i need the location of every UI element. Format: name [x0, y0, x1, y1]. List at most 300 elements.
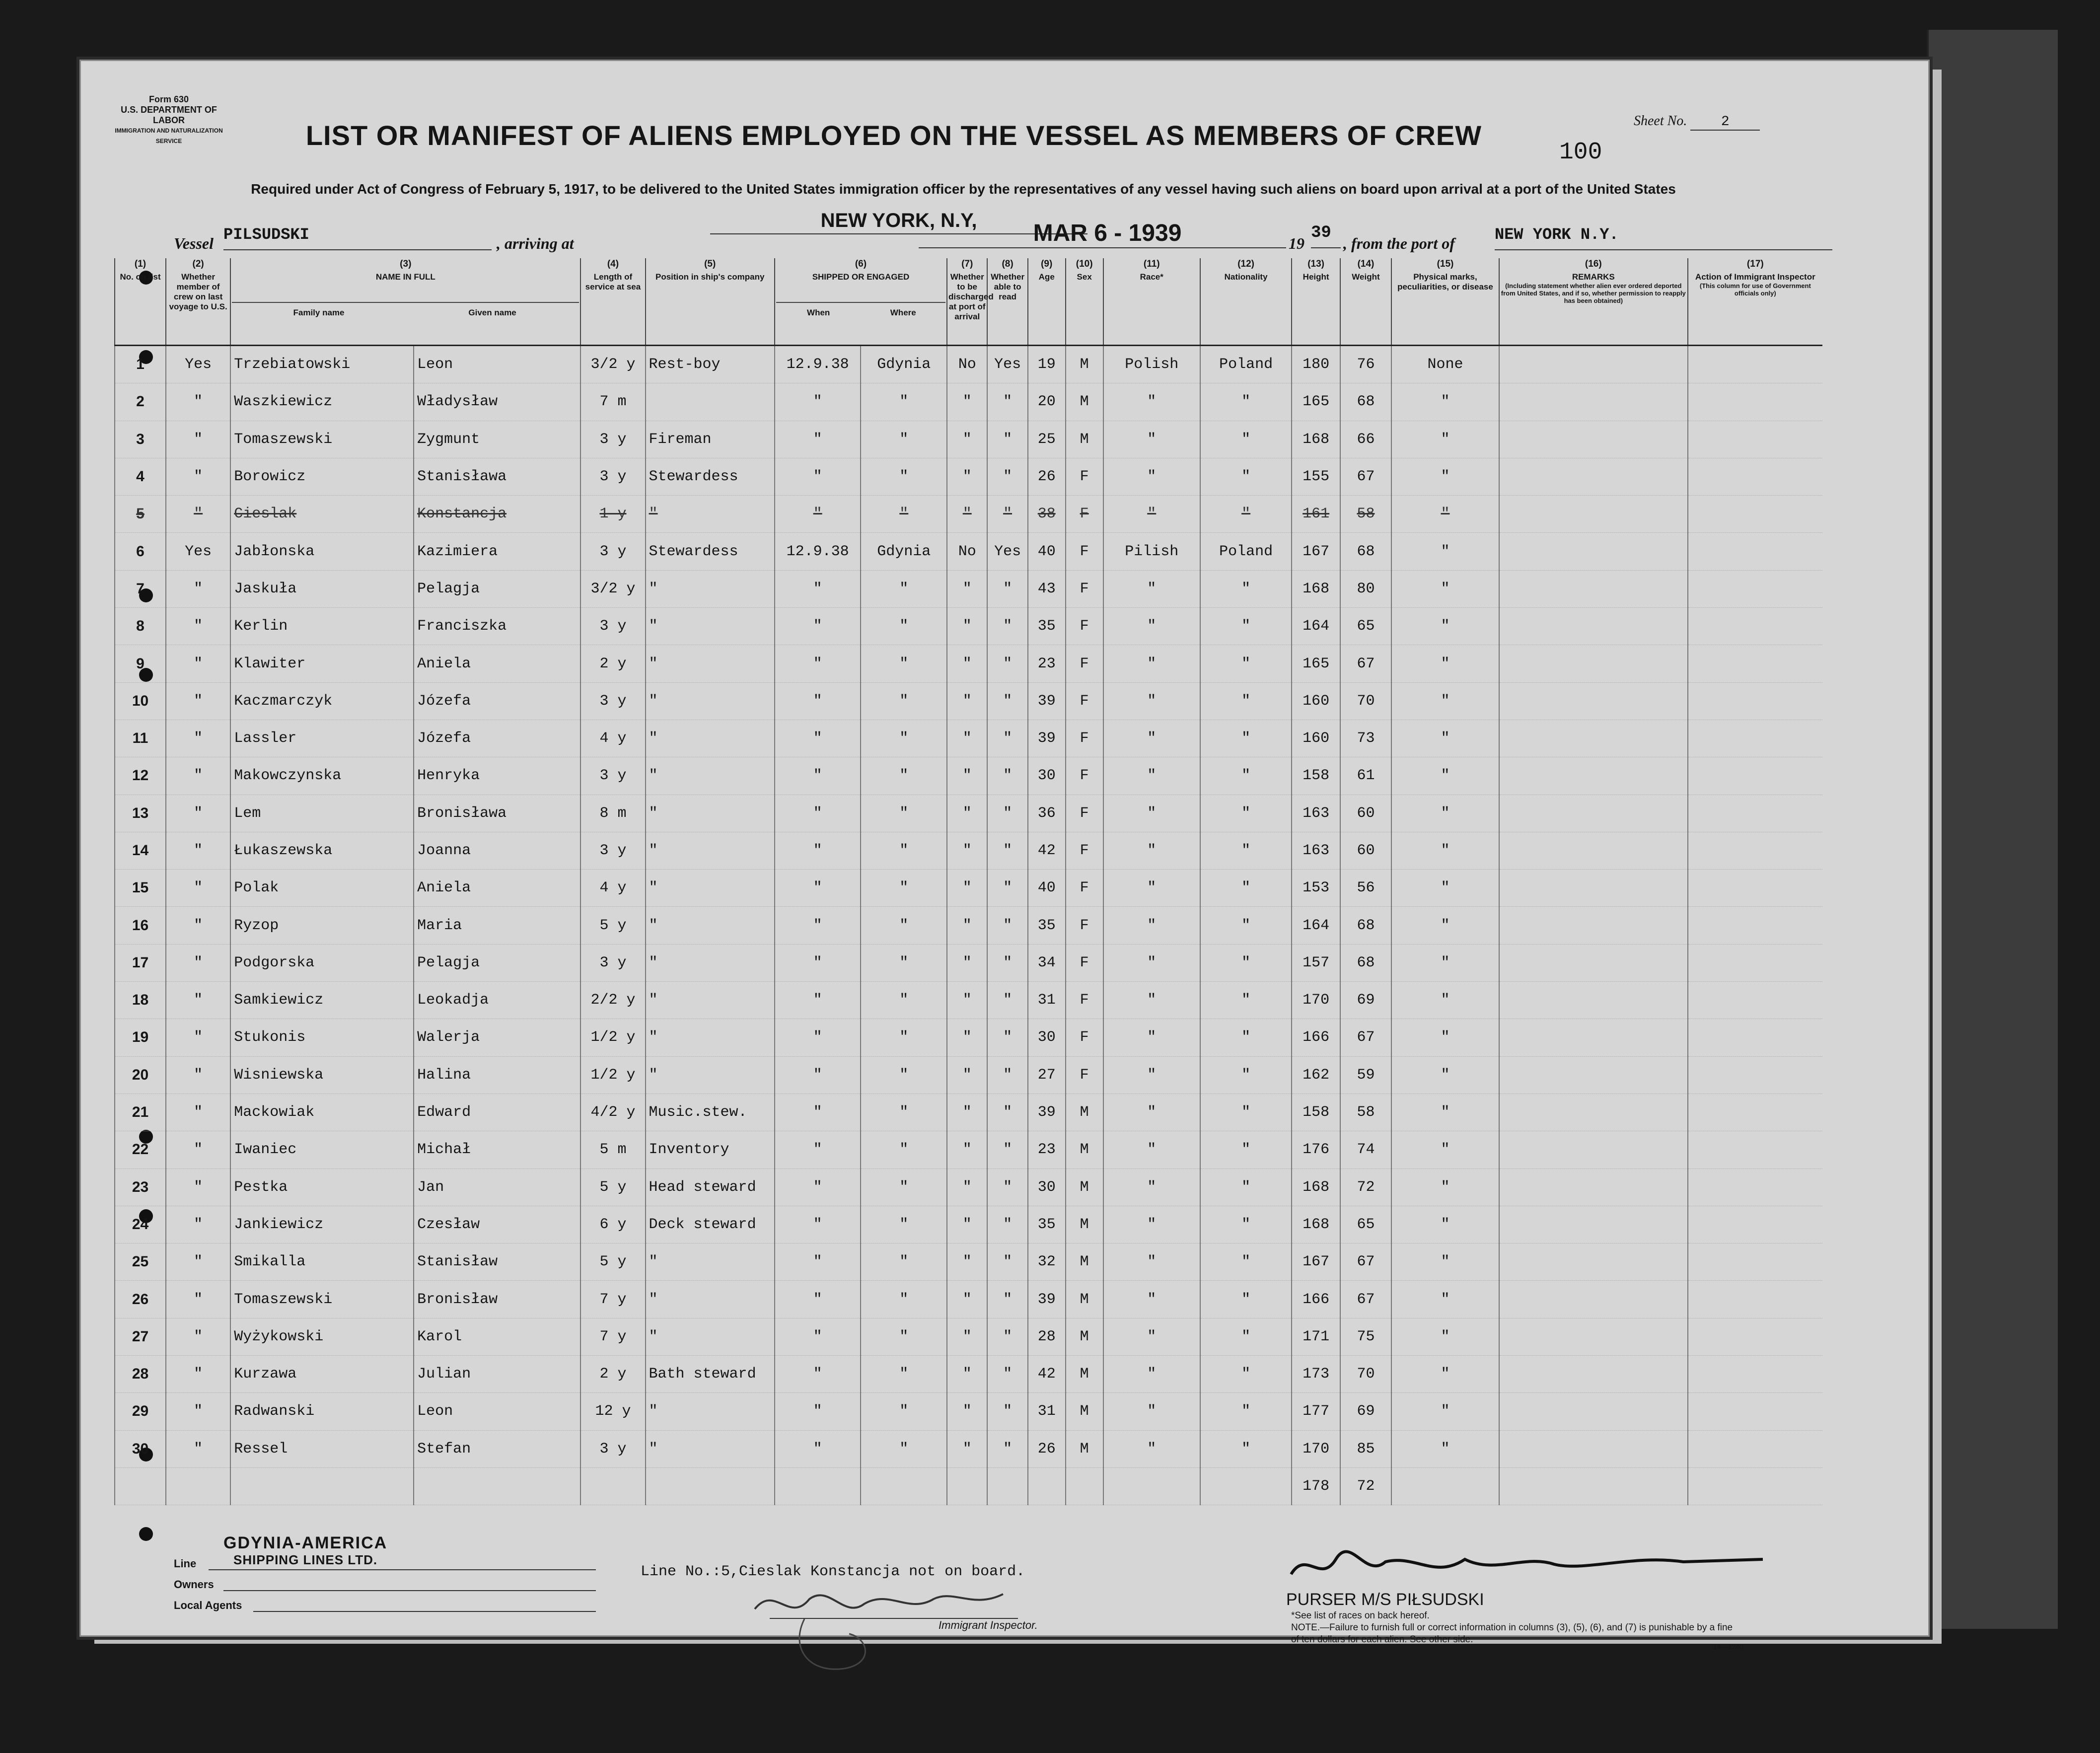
department: U.S. DEPARTMENT OF LABOR: [121, 105, 217, 125]
cell-action: [1688, 907, 1822, 944]
cell-race: ": [1103, 944, 1200, 981]
table-row: [115, 421, 1822, 458]
manifest-number: 100: [1559, 139, 1602, 166]
cell-race: ": [1103, 383, 1200, 421]
cell-given-name: Bronisław: [414, 1281, 580, 1318]
cell-discharged: ": [947, 496, 987, 533]
agents-label: Local Agents: [174, 1599, 242, 1611]
cell-race: ": [1103, 570, 1200, 607]
cell-position: ": [646, 682, 775, 720]
cell-empty: [646, 1467, 775, 1505]
cell-family-name: Tomaszewski: [230, 1281, 414, 1318]
cell-empty: [987, 1467, 1027, 1505]
col-header-marks: (15) Physical marks, peculiarities, or disease: [1391, 258, 1499, 346]
cell-read: ": [987, 421, 1027, 458]
col-header-family-name: Family name: [293, 308, 345, 317]
cell-height: 163: [1292, 832, 1340, 869]
cell-nationality: ": [1200, 496, 1292, 533]
cell-where: ": [861, 383, 947, 421]
cell-no: 13: [115, 795, 166, 832]
cell-prev-voyage: ": [166, 907, 230, 944]
cell-prev-voyage: ": [166, 570, 230, 607]
cell-marks: ": [1391, 533, 1499, 570]
cell-family-name: Jabłonska: [230, 533, 414, 570]
cell-where: ": [861, 870, 947, 907]
cell-given-name: Maria: [414, 907, 580, 944]
cell-position: Music.stew.: [646, 1094, 775, 1131]
cell-sex: M: [1066, 346, 1103, 383]
cell-discharged: ": [947, 832, 987, 869]
cell-action: [1688, 496, 1822, 533]
cell-action: [1688, 1356, 1822, 1393]
cell-family-name: Radwanski: [230, 1393, 414, 1430]
cell-height: 164: [1292, 608, 1340, 645]
cell-given-name: Leokadja: [414, 982, 580, 1019]
cell-where: ": [861, 720, 947, 757]
cell-where: ": [861, 1430, 947, 1467]
cell-sex: F: [1066, 907, 1103, 944]
cell-service: 7 m: [580, 383, 645, 421]
cell-read: ": [987, 1393, 1027, 1430]
cell-when: ": [775, 1094, 861, 1131]
cell-when: ": [775, 608, 861, 645]
cell-family-name: Stukonis: [230, 1019, 414, 1056]
cell-given-name: Józefa: [414, 720, 580, 757]
cell-position: ": [646, 1318, 775, 1355]
cell-discharged: ": [947, 1281, 987, 1318]
cell-sex: F: [1066, 682, 1103, 720]
service: IMMIGRATION AND NATURALIZATION SERVICE: [115, 127, 223, 145]
col-header-last-voyage: (2) Whether member of crew on last voyage to U.S.: [166, 258, 230, 346]
table-row: [115, 944, 1822, 981]
cell-read: ": [987, 682, 1027, 720]
cell-no: 11: [115, 720, 166, 757]
cell-age: 39: [1028, 1094, 1066, 1131]
cell-height: 161: [1292, 496, 1340, 533]
col-header-nationality: (12) Nationality: [1200, 258, 1292, 346]
cell-position: ": [646, 1019, 775, 1056]
cell-height: 166: [1292, 1281, 1340, 1318]
cell-remarks: [1499, 383, 1688, 421]
cell-discharged: ": [947, 1131, 987, 1169]
cell-prev-voyage: ": [166, 1393, 230, 1430]
cell-no: 22: [115, 1131, 166, 1169]
cell-position: Stewardess: [646, 533, 775, 570]
crew-table: [114, 258, 1822, 1505]
cell-race: ": [1103, 682, 1200, 720]
cell-remarks: [1499, 944, 1688, 981]
cell-where: ": [861, 1243, 947, 1281]
cell-service: 12 y: [580, 1393, 645, 1430]
cell-service: 5 m: [580, 1131, 645, 1169]
cell-remarks: [1499, 1131, 1688, 1169]
cell-remarks: [1499, 1430, 1688, 1467]
cell-remarks: [1499, 795, 1688, 832]
cell-remarks: [1499, 645, 1688, 682]
cell-read: ": [987, 795, 1027, 832]
cell-read: ": [987, 1356, 1027, 1393]
cell-sex: F: [1066, 832, 1103, 869]
cell-discharged: No: [947, 533, 987, 570]
cell-action: [1688, 421, 1822, 458]
line-label: Line: [174, 1557, 197, 1570]
cell-empty: [1200, 1467, 1292, 1505]
cell-weight: 67: [1340, 1243, 1391, 1281]
cell-sex: M: [1066, 1356, 1103, 1393]
cell-weight: 66: [1340, 421, 1391, 458]
cell-weight: 67: [1340, 1281, 1391, 1318]
cell-service: 3 y: [580, 533, 645, 570]
cell-marks: ": [1391, 458, 1499, 495]
cell-sex: F: [1066, 757, 1103, 795]
cell-age: 35: [1028, 608, 1066, 645]
cell-remarks: [1499, 1206, 1688, 1243]
cell-marks: ": [1391, 1131, 1499, 1169]
cell-height: 170: [1292, 982, 1340, 1019]
cell-action: [1688, 570, 1822, 607]
cell-read: ": [987, 1243, 1027, 1281]
cell-action: [1688, 682, 1822, 720]
cell-read: Yes: [987, 346, 1027, 383]
cell-sex: F: [1066, 458, 1103, 495]
cell-where: ": [861, 458, 947, 495]
cell-prev-voyage: Yes: [166, 533, 230, 570]
cell-family-name: Mackowiak: [230, 1094, 414, 1131]
cell-remarks: [1499, 1281, 1688, 1318]
cell-action: [1688, 1318, 1822, 1355]
cell-given-name: Kazimiera: [414, 533, 580, 570]
cell-where: ": [861, 1393, 947, 1430]
cell-read: ": [987, 645, 1027, 682]
cell-nationality: ": [1200, 1243, 1292, 1281]
cell-no: 16: [115, 907, 166, 944]
cell-marks: ": [1391, 907, 1499, 944]
table-header-row: [115, 258, 1822, 346]
cell-service: 3 y: [580, 1430, 645, 1467]
cell-no: 4: [115, 458, 166, 495]
cell-action: [1688, 1056, 1822, 1094]
cell-action: [1688, 870, 1822, 907]
cell-no: 12: [115, 757, 166, 795]
cell-when: ": [775, 682, 861, 720]
cell-race: ": [1103, 458, 1200, 495]
cell-action: [1688, 1281, 1822, 1318]
from-port: NEW YORK N.Y.: [1495, 223, 1832, 250]
cell-given-name: Joanna: [414, 832, 580, 869]
table-row: [115, 608, 1822, 645]
cell-when: ": [775, 1281, 861, 1318]
cell-marks: ": [1391, 832, 1499, 869]
cell-age: 40: [1028, 870, 1066, 907]
cell-when: 12.9.38: [775, 346, 861, 383]
cell-age: 30: [1028, 1019, 1066, 1056]
col-header-discharged: (7) Whether to be discharged at port of arrival: [947, 258, 987, 346]
cell-position: ": [646, 1056, 775, 1094]
cell-given-name: Stefan: [414, 1430, 580, 1467]
cell-service: 4 y: [580, 870, 645, 907]
sheet-value: 2: [1690, 114, 1760, 131]
form-number: Form 630: [148, 94, 189, 104]
cell-discharged: No: [947, 346, 987, 383]
cell-nationality: ": [1200, 795, 1292, 832]
cell-nationality: ": [1200, 1056, 1292, 1094]
cell-sex: F: [1066, 645, 1103, 682]
cell-service: 2/2 y: [580, 982, 645, 1019]
purser-signature: [1286, 1544, 1783, 1589]
table-row: [115, 533, 1822, 570]
table-row: [115, 795, 1822, 832]
cell-position: ": [646, 608, 775, 645]
cell-height: 157: [1292, 944, 1340, 981]
cell-discharged: ": [947, 907, 987, 944]
cell-sex: F: [1066, 608, 1103, 645]
cell-discharged: ": [947, 608, 987, 645]
cell-no: 24: [115, 1206, 166, 1243]
cell-marks: ": [1391, 1206, 1499, 1243]
cell-family-name: Klawiter: [230, 645, 414, 682]
cell-read: ": [987, 1430, 1027, 1467]
cell-family-name: Wyżykowski: [230, 1318, 414, 1355]
cell-race: ": [1103, 1056, 1200, 1094]
cell-when: ": [775, 570, 861, 607]
cell-when: ": [775, 907, 861, 944]
cell-weight: 75: [1340, 1318, 1391, 1355]
cell-age: 39: [1028, 682, 1066, 720]
cell-family-name: Kaczmarczyk: [230, 682, 414, 720]
cell-prev-voyage: ": [166, 1169, 230, 1206]
cell-empty: [1066, 1467, 1103, 1505]
cell-where: ": [861, 757, 947, 795]
cell-no: 29: [115, 1393, 166, 1430]
cell-age: 43: [1028, 570, 1066, 607]
cell-prev-voyage: ": [166, 982, 230, 1019]
cell-remarks: [1499, 1393, 1688, 1430]
table-row: [115, 832, 1822, 869]
cell-race: ": [1103, 1206, 1200, 1243]
table-row: [115, 757, 1822, 795]
cell-remarks: [1499, 346, 1688, 383]
cell-read: ": [987, 1094, 1027, 1131]
cell-prev-voyage: ": [166, 1056, 230, 1094]
cell-discharged: ": [947, 1169, 987, 1206]
table-row: [115, 1393, 1822, 1430]
table-row: [115, 682, 1822, 720]
cell-service: 3 y: [580, 757, 645, 795]
cell-when: ": [775, 1393, 861, 1430]
cell-when: ": [775, 458, 861, 495]
table-row: [115, 1356, 1822, 1393]
cell-action: [1688, 346, 1822, 383]
cell-action: [1688, 608, 1822, 645]
cell-remarks: [1499, 1094, 1688, 1131]
vessel-line: [174, 210, 1812, 253]
cell-position: ": [646, 870, 775, 907]
cell-weight: 69: [1340, 982, 1391, 1019]
cell-position: ": [646, 944, 775, 981]
cell-nationality: ": [1200, 757, 1292, 795]
cell-service: 8 m: [580, 795, 645, 832]
cell-action: [1688, 533, 1822, 570]
cell-prev-voyage: ": [166, 421, 230, 458]
cell-position: ": [646, 1430, 775, 1467]
cell-family-name: Pestka: [230, 1169, 414, 1206]
cell-weight: 68: [1340, 907, 1391, 944]
col-header-name: (3) NAME IN FULL Family name Given name: [230, 258, 580, 346]
cell-nationality: ": [1200, 1281, 1292, 1318]
cell-height: 165: [1292, 645, 1340, 682]
table-row: [115, 1318, 1822, 1355]
cell-empty: [166, 1467, 230, 1505]
cell-empty: [861, 1467, 947, 1505]
cell-read: ": [987, 1169, 1027, 1206]
sheet-label: Sheet No.: [1634, 113, 1687, 129]
cell-sex: F: [1066, 795, 1103, 832]
cell-family-name: Cieslak: [230, 496, 414, 533]
cell-height: 168: [1292, 570, 1340, 607]
cell-empty: [775, 1467, 861, 1505]
cell-given-name: Stanisław: [414, 1243, 580, 1281]
cell-when: ": [775, 832, 861, 869]
cell-sex: M: [1066, 1281, 1103, 1318]
cell-age: 39: [1028, 1281, 1066, 1318]
cell-where: Gdynia: [861, 533, 947, 570]
table-row: [115, 1430, 1822, 1467]
sheet-number: [1634, 113, 1760, 131]
cell-age: 19: [1028, 346, 1066, 383]
cell-family-name: Podgorska: [230, 944, 414, 981]
cell-age: 28: [1028, 1318, 1066, 1355]
cell-no: 18: [115, 982, 166, 1019]
cell-no: 2: [115, 383, 166, 421]
cell-empty: [1499, 1467, 1688, 1505]
cell-when: ": [775, 645, 861, 682]
cell-marks: ": [1391, 1281, 1499, 1318]
cell-when: ": [775, 496, 861, 533]
cell-marks: None: [1391, 346, 1499, 383]
cell-race: ": [1103, 757, 1200, 795]
cell-discharged: ": [947, 982, 987, 1019]
cell-service: 3 y: [580, 682, 645, 720]
cell-sex: M: [1066, 421, 1103, 458]
cell-action: [1688, 757, 1822, 795]
cell-race: ": [1103, 608, 1200, 645]
cell-prev-voyage: ": [166, 1131, 230, 1169]
cell-remarks: [1499, 1169, 1688, 1206]
inspector-signature: [745, 1579, 1023, 1679]
agents-field: [253, 1611, 596, 1612]
foot-notes: [1291, 1610, 1738, 1646]
cell-age: 35: [1028, 907, 1066, 944]
cell-race: ": [1103, 1318, 1200, 1355]
cell-discharged: ": [947, 1019, 987, 1056]
cell-position: ": [646, 832, 775, 869]
cell-family-name: Samkiewicz: [230, 982, 414, 1019]
cell-race: ": [1103, 1243, 1200, 1281]
cell-marks: ": [1391, 944, 1499, 981]
owners-field: [223, 1590, 596, 1591]
cell-nationality: ": [1200, 1169, 1292, 1206]
cell-where: ": [861, 496, 947, 533]
cell-nationality: ": [1200, 1356, 1292, 1393]
cell-when: 12.9.38: [775, 533, 861, 570]
cell-when: ": [775, 944, 861, 981]
cell-when: ": [775, 1019, 861, 1056]
cell-discharged: ": [947, 1356, 987, 1393]
cell-age: 36: [1028, 795, 1066, 832]
cell-age: 23: [1028, 645, 1066, 682]
cell-height: 178: [1292, 1467, 1340, 1505]
cell-given-name: Pelagja: [414, 944, 580, 981]
cell-position: ": [646, 645, 775, 682]
cell-position: Stewardess: [646, 458, 775, 495]
cell-discharged: ": [947, 757, 987, 795]
cell-where: ": [861, 1281, 947, 1318]
cell-marks: ": [1391, 1243, 1499, 1281]
col-header-sex: (10) Sex: [1066, 258, 1103, 346]
cell-discharged: ": [947, 1430, 987, 1467]
cell-age: 35: [1028, 1206, 1066, 1243]
cell-height: 155: [1292, 458, 1340, 495]
cell-position: Bath steward: [646, 1356, 775, 1393]
cell-discharged: ": [947, 1056, 987, 1094]
table-row: [115, 982, 1822, 1019]
cell-sex: M: [1066, 1206, 1103, 1243]
cell-marks: ": [1391, 1318, 1499, 1355]
cell-no: 10: [115, 682, 166, 720]
cell-service: 3 y: [580, 421, 645, 458]
cell-height: 171: [1292, 1318, 1340, 1355]
cell-where: ": [861, 1318, 947, 1355]
cell-remarks: [1499, 757, 1688, 795]
cell-action: [1688, 1430, 1822, 1467]
cell-nationality: ": [1200, 421, 1292, 458]
cell-family-name: Wisniewska: [230, 1056, 414, 1094]
cell-family-name: Polak: [230, 870, 414, 907]
cell-discharged: ": [947, 458, 987, 495]
cell-service: 3/2 y: [580, 346, 645, 383]
cell-action: [1688, 458, 1822, 495]
cell-family-name: Ryzop: [230, 907, 414, 944]
col-header-weight: (14) Weight: [1340, 258, 1391, 346]
cell-prev-voyage: ": [166, 757, 230, 795]
cell-nationality: ": [1200, 383, 1292, 421]
cell-nationality: ": [1200, 870, 1292, 907]
cell-family-name: Łukaszewska: [230, 832, 414, 869]
table-row: [115, 1094, 1822, 1131]
cell-height: 165: [1292, 383, 1340, 421]
cell-when: ": [775, 757, 861, 795]
cell-remarks: [1499, 570, 1688, 607]
cell-given-name: Zygmunt: [414, 421, 580, 458]
cell-remarks: [1499, 907, 1688, 944]
cell-service: 7 y: [580, 1318, 645, 1355]
table-row: [115, 1169, 1822, 1206]
cell-where: ": [861, 1056, 947, 1094]
cell-read: ": [987, 1019, 1027, 1056]
cell-prev-voyage: ": [166, 608, 230, 645]
cell-weight: 85: [1340, 1430, 1391, 1467]
cell-height: 164: [1292, 907, 1340, 944]
cell-action: [1688, 1169, 1822, 1206]
owners-label: Owners: [174, 1578, 214, 1591]
cell-race: ": [1103, 1169, 1200, 1206]
col-header-no: (1) No. on list: [115, 258, 166, 346]
cell-race: ": [1103, 832, 1200, 869]
cell-weight: 58: [1340, 1094, 1391, 1131]
company-subname: SHIPPING LINES LTD.: [233, 1552, 378, 1567]
cell-remarks: [1499, 720, 1688, 757]
cell-family-name: Waszkiewicz: [230, 383, 414, 421]
